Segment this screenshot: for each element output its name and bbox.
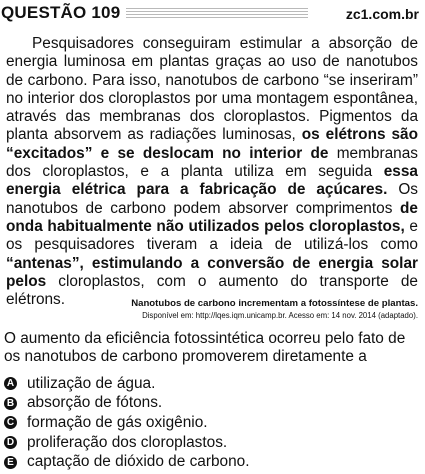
option-text: proliferação dos cloroplastos. [27, 433, 228, 451]
option-letter-badge: C [4, 416, 17, 429]
option-letter-badge: B [4, 397, 17, 410]
source-citation [131, 298, 418, 321]
option-text: utilização de água. [27, 374, 156, 392]
passage-segment: Pesquisadores conseguiram estimular a absorção de energia luminosa em plantas graças ao uso de nanotubos de carbono. Para isso, nanotubos de carbono “se inseriram” no interior dos cloroplastos por uma montagem espontânea, através das membranas dos cloroplastos. Pigmentos da planta absorvem as radiações luminosas, [6, 35, 418, 144]
passage-bold-segment: os elétrons são “excitados” e se deslocam no interior de [6, 126, 418, 162]
question-header [0, 3, 425, 23]
option-d[interactable] [4, 433, 420, 453]
option-c[interactable] [4, 413, 420, 433]
passage-segment: e os pesquisadores tiveram a ideia de utilizá-los como [6, 217, 418, 254]
option-e[interactable] [4, 452, 420, 472]
passage-segment: cloroplastos, com o aumento do transporte de elétrons. [6, 272, 418, 309]
site-watermark: zc1.com.br [345, 6, 419, 22]
passage-bold-segment: de onda habitualmente não utilizados pelos cloroplastos, [6, 199, 418, 235]
option-letter-badge: E [4, 456, 17, 469]
passage-bold-segment: essa energia elétrica para a fabricação de açúcares. [6, 163, 418, 199]
option-b[interactable] [4, 394, 420, 414]
option-text: formação de gás oxigênio. [27, 413, 208, 431]
passage-paragraph [6, 35, 418, 309]
source-title: Nanotubos de carbono incrementam a fotossíntese de plantas. [131, 298, 418, 309]
option-a[interactable] [4, 374, 420, 394]
source-reference: Disponível em: http://lqes.iqm.unicamp.br. Acesso em: 14 nov. 2014 (adaptado). [142, 311, 418, 320]
passage-segment: membranas dos cloroplastos, e a planta utiliza em seguida [6, 144, 418, 181]
passage-text [6, 35, 418, 309]
option-text: captação de dióxido de carbono. [27, 453, 250, 471]
question-number: QUESTÃO 109 [1, 3, 121, 22]
question-stem: O aumento da eficiência fotossintética ocorreu pelo fato de os nanotubos de carbono promoverem diretamente a [4, 330, 406, 366]
header-divider [126, 8, 308, 18]
passage-segment: Os nanotubos de carbono podem absorver comprimentos [6, 181, 418, 217]
option-letter-badge: A [4, 377, 17, 390]
passage-bold-segment: “antenas”, estimulando a conversão de energia solar pelos [6, 254, 418, 290]
option-text: absorção de fótons. [27, 394, 163, 412]
option-letter-badge: D [4, 436, 17, 449]
answer-options [4, 374, 420, 472]
